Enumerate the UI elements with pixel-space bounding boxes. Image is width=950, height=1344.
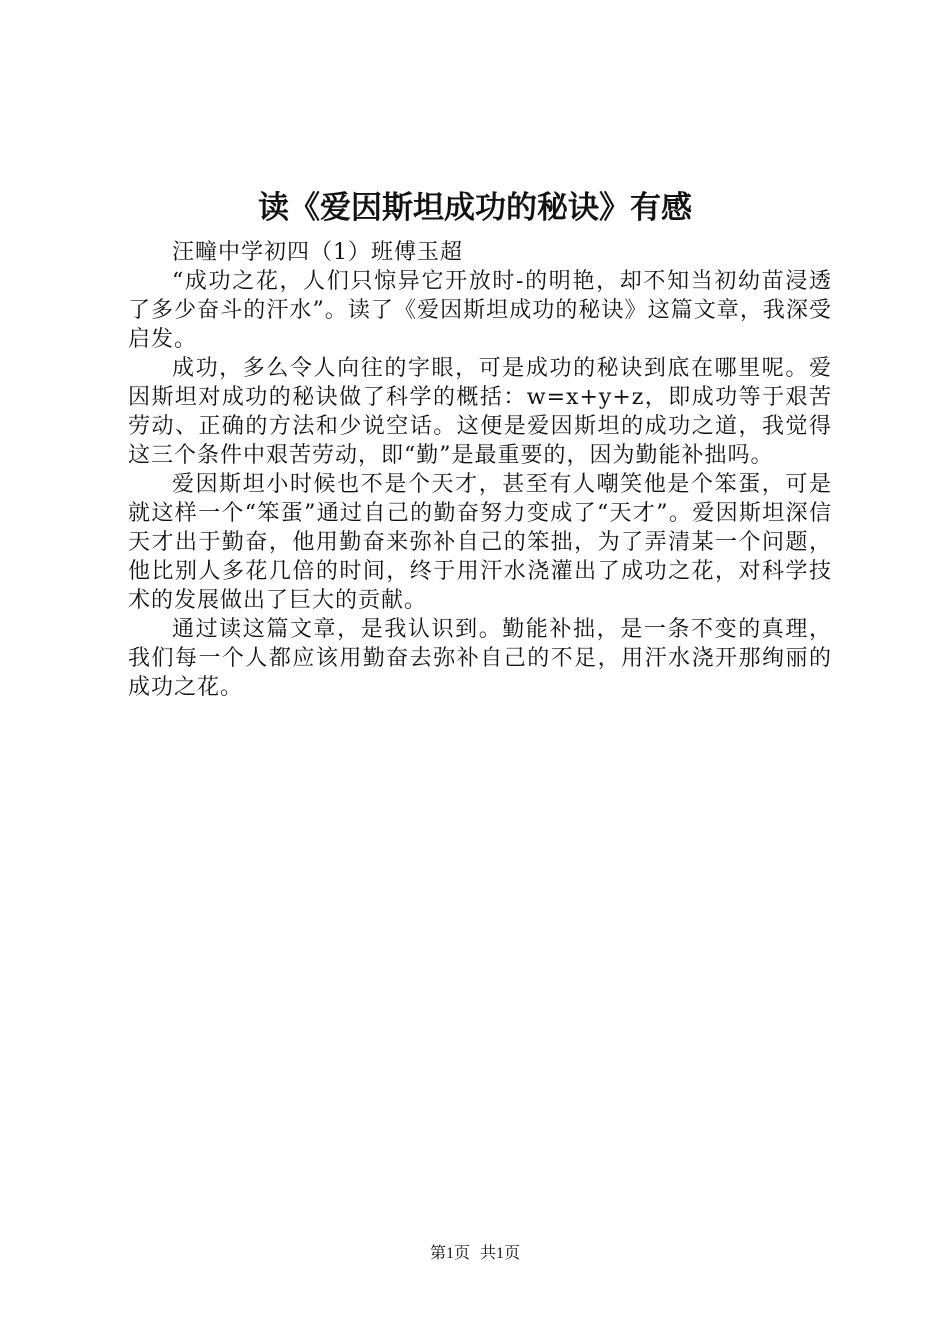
paragraph-intro: “成功之花，人们只惊异它开放时-的明艳，却不知当初幼苗浸透了多少奋斗的汗水”。读了《爱因斯坦成功的秘诀》这篇文章，我深受启发。: [128, 269, 832, 352]
document-body: [128, 238, 832, 702]
author-line: 汪疃中学初四（1）班傅玉超: [172, 240, 463, 265]
document-title: 读《爱因斯坦成功的秘诀》有感: [258, 190, 692, 226]
paragraph-childhood: 爱因斯坦小时候也不是个天才，甚至有人嘲笑他是个笨蛋，可是就这样一个“笨蛋”通过自己的勤奋努力变成了“天才”。爱因斯坦深信天才出于勤奋，他用勤奋来弥补自己的笨拙，为了弄清某一个问题，他比别人多花几倍的时间，终于用汗水浇灌出了成功之花，对科学技术的发展做出了巨大的贡献。: [128, 472, 832, 613]
page-total: 共1页: [480, 1245, 521, 1262]
paragraph-conclusion: 通过读这篇文章，是我认识到。勤能补拙，是一条不变的真理，我们每一个人都应该用勤奋去弥补自己的不足，用汗水浇开那绚丽的成功之花。: [128, 617, 832, 700]
page-footer: [0, 1244, 950, 1264]
page-number: 第1页: [429, 1245, 470, 1262]
paragraph-secret: 成功，多么令人向往的字眼，可是成功的秘诀到底在哪里呢。爱因斯坦对成功的秘诀做了科学的概括：w=x+y+z，即成功等于艰苦劳动、正确的方法和少说空话。这便是爱因斯坦的成功之道，我觉得这三个条件中艰苦劳动，即“勤”是最重要的，因为勤能补拙吗。: [128, 356, 832, 468]
